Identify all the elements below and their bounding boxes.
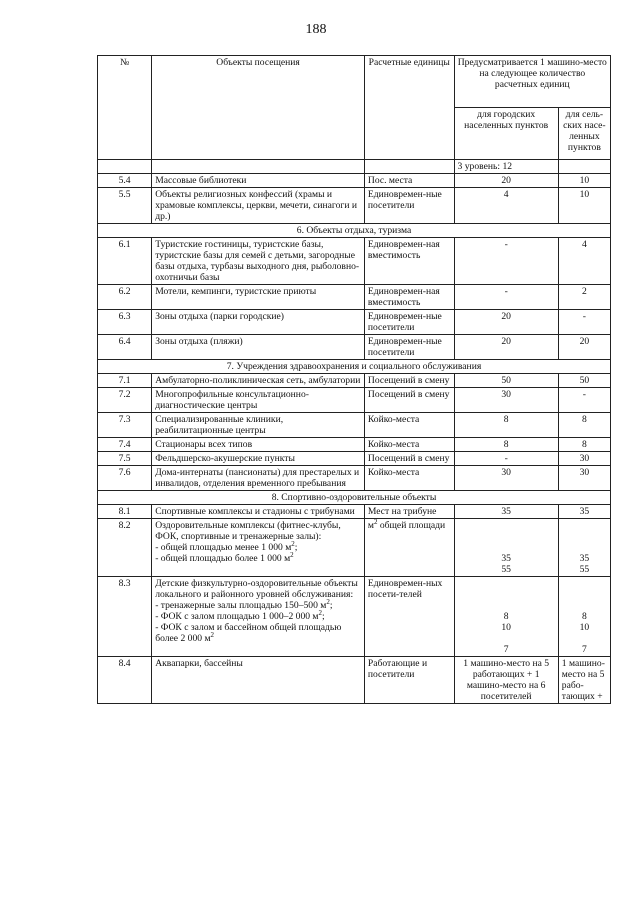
- row-rural-value: 50: [558, 374, 610, 388]
- object-line: - общей площадью менее 1 000 м: [155, 542, 292, 553]
- object-line: - ФОК с залом и бассейном общей площадью более 2 000 м: [155, 622, 342, 644]
- section-6-heading: 6. Объекты отдыха, туризма: [98, 224, 611, 238]
- row-object: [152, 577, 365, 657]
- object-line: - тренажерные залы площадью 150–500 м: [155, 600, 327, 611]
- header-row: [98, 56, 611, 108]
- table-row: [98, 452, 611, 466]
- unit-prefix: м: [367, 520, 374, 531]
- table-row: [98, 466, 611, 491]
- superscript-2: 2: [210, 630, 215, 639]
- row-urban-value: 30: [454, 466, 558, 491]
- row-rural-value: [558, 577, 610, 657]
- value-line: 35: [579, 553, 590, 564]
- row-rural-value: 10: [558, 188, 610, 224]
- row-unit: Единовремен-ные посетители: [364, 188, 454, 224]
- row-rural-value: 4: [558, 238, 610, 285]
- table-row: [98, 388, 611, 413]
- row-object: Мотели, кемпинги, туристские приюты: [152, 285, 365, 310]
- row-number: 5.4: [98, 174, 152, 188]
- row-urban-value: 1 машино-место на 5 работающих + 1 машино-место на 6 посетителей: [454, 657, 558, 704]
- row-urban-value: -: [454, 285, 558, 310]
- superscript-2: 2: [326, 597, 330, 606]
- object-line: - общей площадью более 1 000 м: [155, 553, 291, 564]
- row-unit: Посещений в смену: [364, 452, 454, 466]
- row-rural-value: 8: [558, 438, 610, 452]
- table-row: [98, 188, 611, 224]
- carryover-text: 3 уровень: 12: [454, 160, 558, 174]
- row-number: 6.3: [98, 310, 152, 335]
- row-unit: Койко-места: [364, 466, 454, 491]
- superscript-2: 2: [291, 539, 295, 548]
- row-rural-value: 8: [558, 413, 610, 438]
- row-urban-value: 20: [454, 310, 558, 335]
- value-line: 8: [582, 611, 587, 622]
- table-row: [98, 285, 611, 310]
- superscript-2: 2: [290, 550, 294, 559]
- value-line: 10: [579, 622, 590, 633]
- superscript-2: 2: [373, 517, 378, 526]
- row-number: 5.5: [98, 188, 152, 224]
- header-unit: Расчетные единицы: [364, 56, 454, 160]
- row-number: 6.1: [98, 238, 152, 285]
- row-object: Аквапарки, бассейны: [152, 657, 365, 704]
- punct: ;: [322, 611, 325, 622]
- row-object: Спортивные комплексы и стадионы с трибунами: [152, 505, 365, 519]
- row-number: 7.4: [98, 438, 152, 452]
- row-unit: Единовремен-ная вместимость: [364, 285, 454, 310]
- carryover-blank: [558, 160, 610, 174]
- row-urban-value: [454, 519, 558, 577]
- header-object: Объекты посещения: [152, 56, 365, 160]
- table-row: [98, 174, 611, 188]
- row-object: Амбулаторно-поликлиническая сеть, амбулатории: [152, 374, 365, 388]
- row-unit: [364, 519, 454, 577]
- value-line: 55: [501, 564, 511, 575]
- table-row: [98, 413, 611, 438]
- object-heading: Детские физкультурно-оздоровительные объекты локального и районного уровней обслуживания:: [155, 578, 358, 600]
- carryover-blank: [152, 160, 365, 174]
- row-urban-value: 20: [454, 174, 558, 188]
- superscript-2: 2: [318, 608, 323, 617]
- value-line: 7: [503, 644, 509, 655]
- row-number: 8.4: [98, 657, 152, 704]
- value-line: 10: [501, 622, 511, 633]
- row-number: 6.4: [98, 335, 152, 360]
- section-row: [98, 360, 611, 374]
- row-urban-value: -: [454, 452, 558, 466]
- parking-norms-table: [97, 55, 611, 704]
- value-line: 8: [503, 611, 509, 622]
- row-unit: Койко-места: [364, 438, 454, 452]
- section-row: [98, 491, 611, 505]
- row-number: 7.5: [98, 452, 152, 466]
- value-line: 7: [582, 644, 587, 655]
- row-unit: Посещений в смену: [364, 374, 454, 388]
- row-object: Многопрофильные консультационно-диагностические центры: [152, 388, 365, 413]
- row-object: Зоны отдыха (пляжи): [152, 335, 365, 360]
- table-row: [98, 310, 611, 335]
- row-rural-value: 20: [558, 335, 610, 360]
- table-row: [98, 505, 611, 519]
- row-unit: Пос. места: [364, 174, 454, 188]
- row-number: 6.2: [98, 285, 152, 310]
- table-row: [98, 238, 611, 285]
- section-7-heading: 7. Учреждения здравоохранения и социального обслуживания: [98, 360, 611, 374]
- row-object: Стационары всех типов: [152, 438, 365, 452]
- row-object: Зоны отдыха (парки городские): [152, 310, 365, 335]
- header-rural: для сель-ских насе-ленных пунктов: [558, 108, 610, 160]
- row-unit: Мест на трибуне: [364, 505, 454, 519]
- value-line: 35: [501, 553, 511, 564]
- row-unit: Койко-места: [364, 413, 454, 438]
- row-number: 7.2: [98, 388, 152, 413]
- row-urban-value: 8: [454, 413, 558, 438]
- row-number: 8.3: [98, 577, 152, 657]
- row-number: 7.1: [98, 374, 152, 388]
- row-unit: Единовремен-ная вместимость: [364, 238, 454, 285]
- carryover-row: [98, 160, 611, 174]
- row-urban-value: 30: [454, 388, 558, 413]
- row-rural-value: 10: [558, 174, 610, 188]
- row-number: 8.2: [98, 519, 152, 577]
- row-urban-value: 35: [454, 505, 558, 519]
- row-rural-value: 35: [558, 505, 610, 519]
- row-urban-value: -: [454, 238, 558, 285]
- row-urban-value: 50: [454, 374, 558, 388]
- value-line: 55: [579, 564, 590, 575]
- object-heading: Оздоровительные комплексы (фитнес-клубы, ФОК, спортивные и тренажерные залы):: [155, 520, 341, 542]
- carryover-blank: [364, 160, 454, 174]
- row-object: Туристские гостиницы, туристские базы, туристские базы для семей с детьми, загородные базы отдыха, турбазы выходного дня, рыболовно-охотничьи базы: [152, 238, 365, 285]
- row-rural-value: 2: [558, 285, 610, 310]
- punct: ;: [329, 600, 333, 611]
- row-rural-value: -: [558, 388, 610, 413]
- table-row: [98, 374, 611, 388]
- row-number: 8.1: [98, 505, 152, 519]
- row-object: Фельдшерско-акушерские пункты: [152, 452, 365, 466]
- row-urban-value: 4: [454, 188, 558, 224]
- table-row: [98, 438, 611, 452]
- row-rural-value: 1 машино-место на 5 рабо-тающих +: [558, 657, 610, 704]
- table-row: [98, 519, 611, 577]
- row-unit: Работающие и посетители: [364, 657, 454, 704]
- row-object: Массовые библиотеки: [152, 174, 365, 188]
- row-rural-value: 30: [558, 452, 610, 466]
- header-urban: для городских населенных пунктов: [454, 108, 558, 160]
- header-group: Предусматривается 1 машино-место на следующее количество расчетных единиц: [454, 56, 610, 108]
- header-no: №: [98, 56, 152, 160]
- row-unit: Единовремен-ные посетители: [364, 335, 454, 360]
- unit-suffix: общей площади: [377, 520, 446, 531]
- row-object: Дома-интернаты (пансионаты) для престарелых и инвалидов, отделения временного пребывания: [152, 466, 365, 491]
- row-unit: Посещений в смену: [364, 388, 454, 413]
- row-object: Оздоровительные комплексы (фитнес-клубы, ФОК, спортивные и тренажерные залы): - общей площадью менее 1 000 $м^2$; - общей площадью более 1 000 $м^2$: [152, 519, 365, 577]
- table-row: [98, 335, 611, 360]
- row-rural-value: [558, 519, 610, 577]
- table-row: [98, 577, 611, 657]
- object-line: - ФОК с залом площадью 1 000–2 000 м: [155, 611, 319, 622]
- row-object: Специализированные клиники, реабилитационные центры: [152, 413, 365, 438]
- row-urban-value: 20: [454, 335, 558, 360]
- row-urban-value: [454, 577, 558, 657]
- table-row: [98, 657, 611, 704]
- row-number: 7.3: [98, 413, 152, 438]
- carryover-blank: [98, 160, 152, 174]
- section-8-heading: 8. Спортивно-оздоровительные объекты: [98, 491, 611, 505]
- page-number: 188: [305, 22, 327, 37]
- row-urban-value: 8: [454, 438, 558, 452]
- row-unit: Единовремен-ные посетители: [364, 310, 454, 335]
- row-rural-value: -: [558, 310, 610, 335]
- row-rural-value: 30: [558, 466, 610, 491]
- row-object: Объекты религиозных конфессий (храмы и храмовые комплексы, церкви, мечети, синагоги и др.): [152, 188, 365, 224]
- row-number: 7.6: [98, 466, 152, 491]
- section-row: [98, 224, 611, 238]
- row-unit: Единовремен-ных посети-телей: [364, 577, 454, 657]
